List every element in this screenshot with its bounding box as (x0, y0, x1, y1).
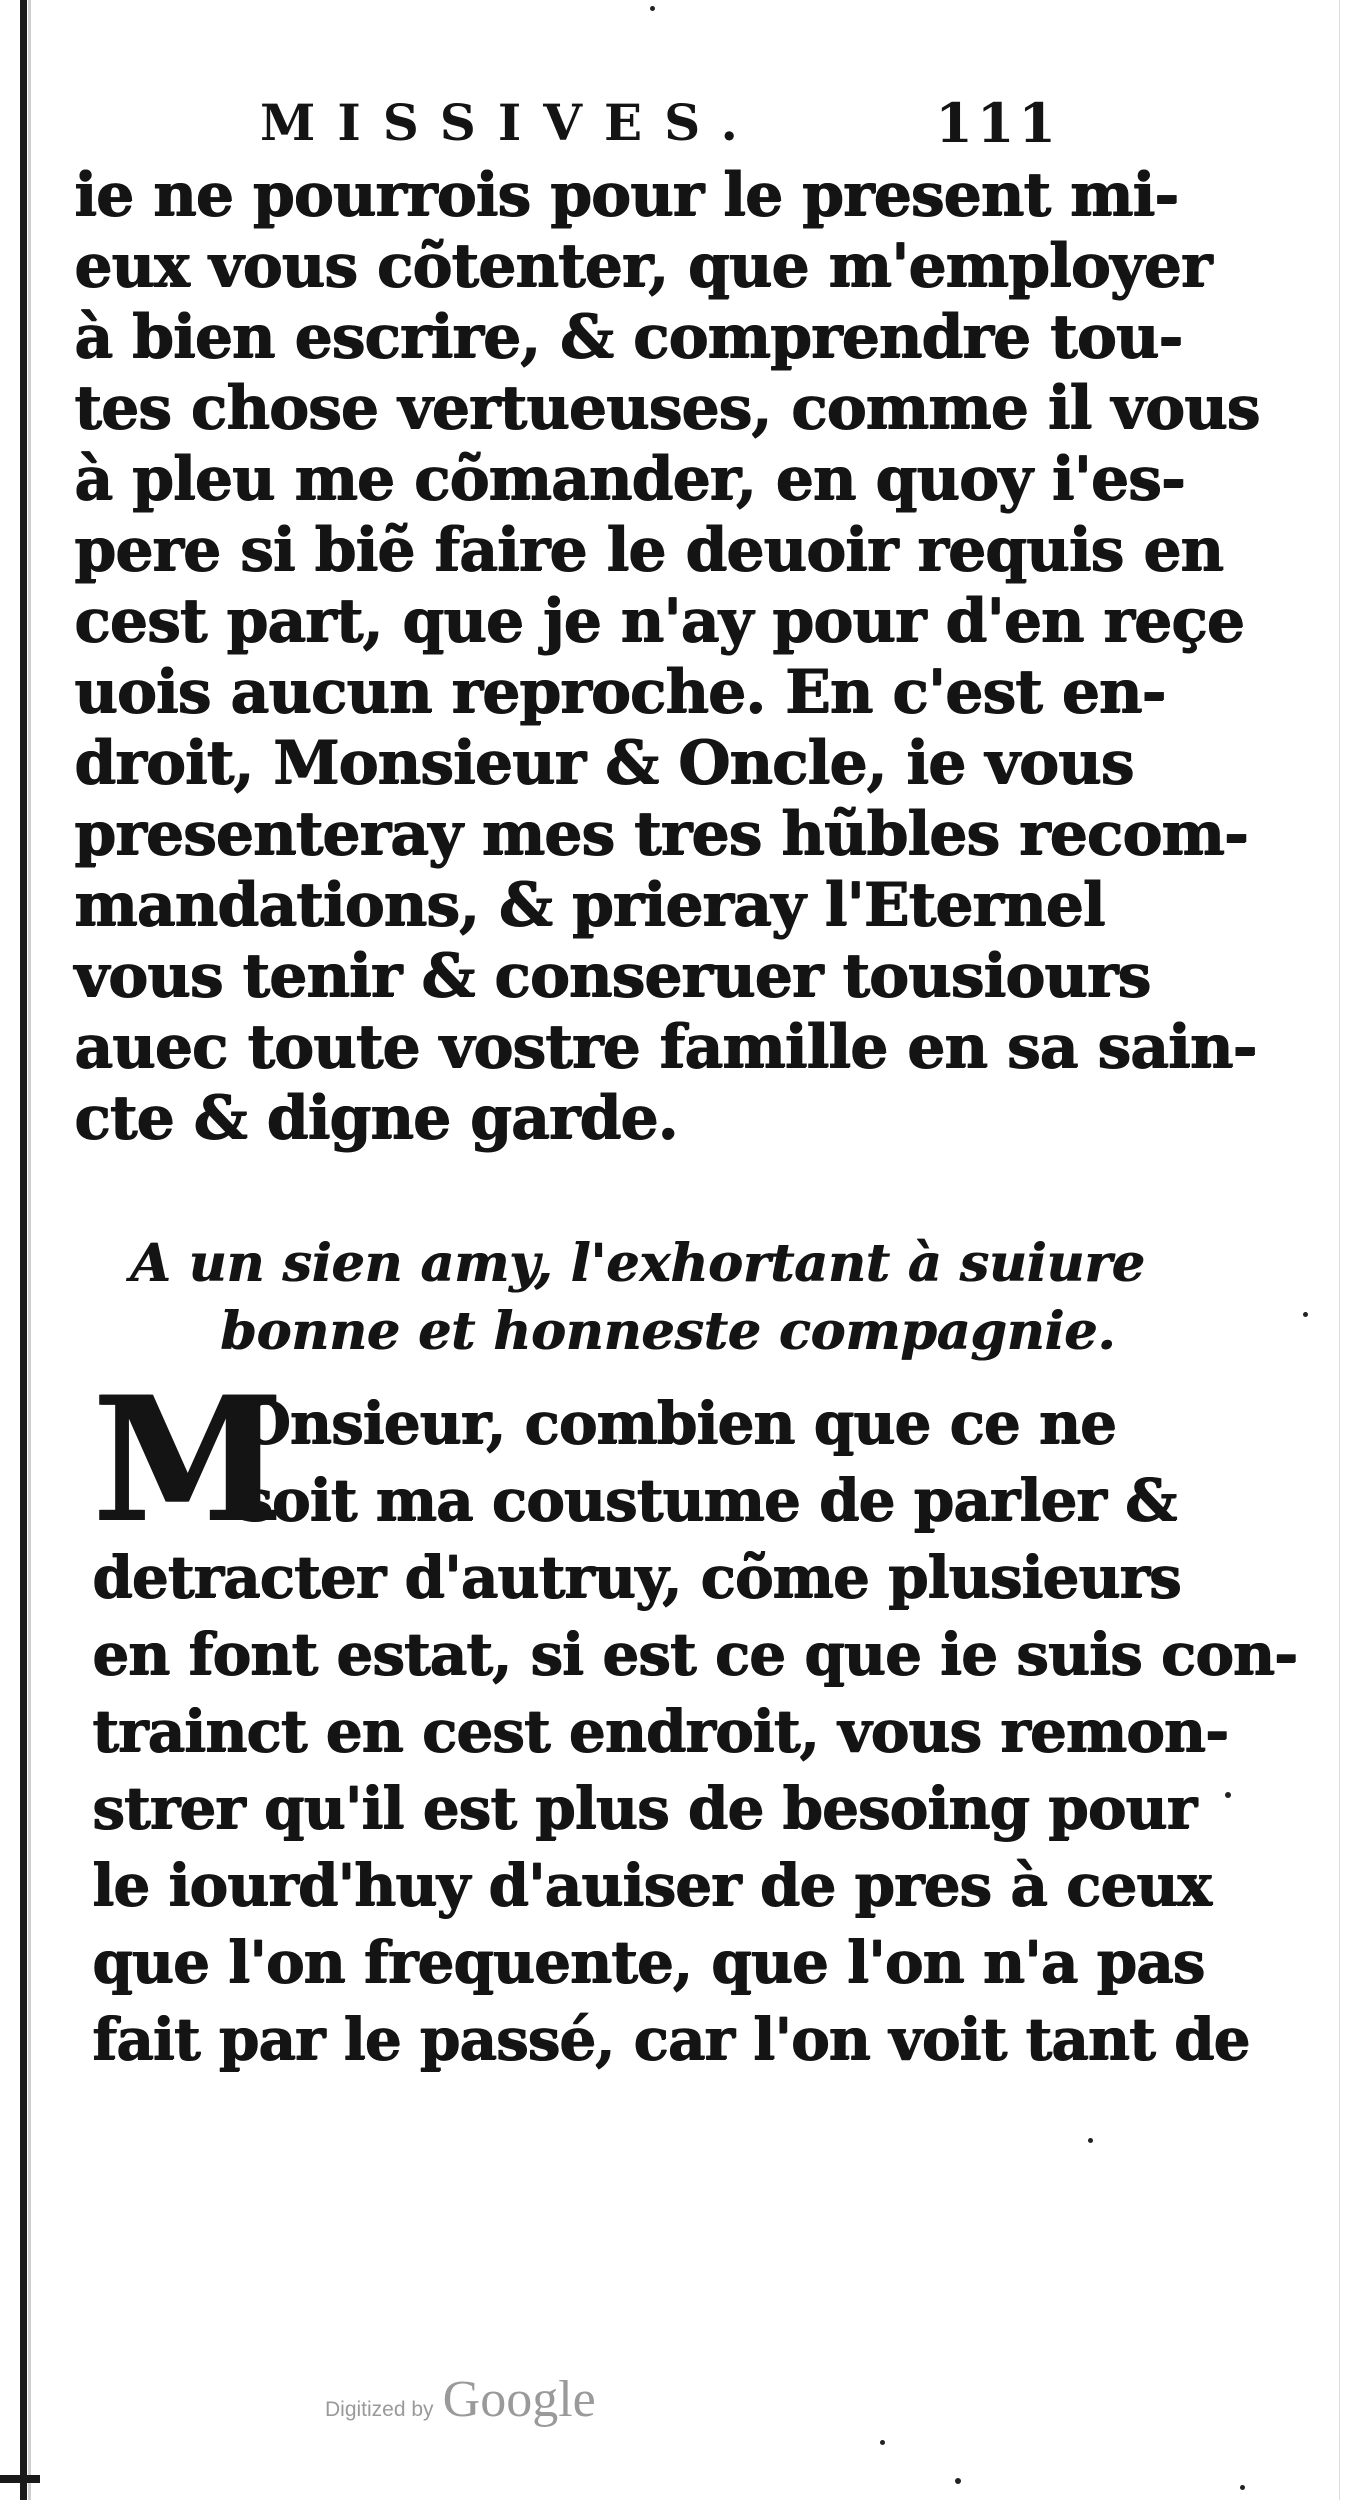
text-line: uois aucun reproche. En c'est en- (74, 657, 1166, 727)
text-line: mandations, & prieray l'Eternel (74, 870, 1105, 940)
scan-speck (880, 2440, 885, 2445)
text-line: strer qu'il est plus de besoing pour (92, 1774, 1196, 1842)
heading-line: bonne et honneste compagnie. (220, 1301, 1116, 1362)
text-line: cest part, que je n'ay pour d'en reçe (74, 586, 1244, 656)
text-line: presenteray mes tres hũbles recom- (74, 799, 1248, 869)
text-line: trainct en cest endroit, vous remon- (92, 1697, 1228, 1765)
page-right-edge (1339, 0, 1340, 2500)
watermark-brand: Google (442, 2371, 596, 2428)
text-line: en font estat, si est ce que ie suis con- (92, 1620, 1297, 1688)
letter-2-body (92, 1358, 1297, 2085)
text-line: pere si biẽ faire le deuoir requis en (74, 515, 1223, 585)
page-binding-shadow (28, 0, 31, 2500)
scan-speck (1225, 1792, 1231, 1798)
text-line: detracter d'autruy, cõme plusieurs (92, 1543, 1181, 1611)
letter-2-lines (92, 1358, 1297, 2078)
drop-cap-initial: M (92, 1358, 283, 1561)
text-line: soit ma coustume de parler & (240, 1466, 1177, 1534)
scan-speck (955, 2478, 961, 2484)
heading-line: A un sien amy, l'exhortant à suiure (130, 1233, 1145, 1294)
scan-speck (650, 6, 655, 11)
text-line: droit, Monsieur & Oncle, ie vous (74, 728, 1134, 798)
digitized-watermark (325, 2370, 725, 2440)
scan-speck (1088, 2138, 1093, 2143)
letter-2-heading (120, 1230, 1145, 1366)
text-line: que l'on frequente, que l'on n'a pas (92, 1928, 1205, 1996)
text-line: vous tenir & conseruer tousiours (74, 941, 1151, 1011)
page-number: 111 (935, 91, 1060, 155)
page-binding-edge (20, 0, 27, 2500)
text-line: Onsieur, combien que ce ne (240, 1389, 1116, 1457)
letter-1-body (74, 160, 1260, 1154)
text-line: ie ne pourrois pour le present mi- (74, 160, 1178, 230)
scan-speck (1240, 2485, 1245, 2490)
text-line: à bien escrire, & comprendre tou- (74, 302, 1182, 372)
text-line: auec toute vostre famille en sa sain- (74, 1012, 1257, 1082)
text-line-last: cte & digne garde. (74, 1083, 678, 1153)
running-head: MISSIVES. (260, 93, 760, 152)
text-line: eux vous cõtenter, que m'employer (74, 231, 1212, 301)
watermark-prefix: Digitized by (325, 2398, 434, 2421)
scan-speck (1303, 1312, 1308, 1317)
text-line-last: fait par le passé, car l'on voit tant de (92, 2005, 1250, 2073)
page-header (240, 88, 1060, 158)
text-line: à pleu me cõmander, en quoy i'es- (74, 444, 1185, 514)
page-bottom-mark (0, 2475, 40, 2483)
text-line: tes chose vertueuses, comme il vous (74, 373, 1260, 443)
text-line: le iourd'huy d'auiser de pres à ceux (92, 1851, 1211, 1919)
